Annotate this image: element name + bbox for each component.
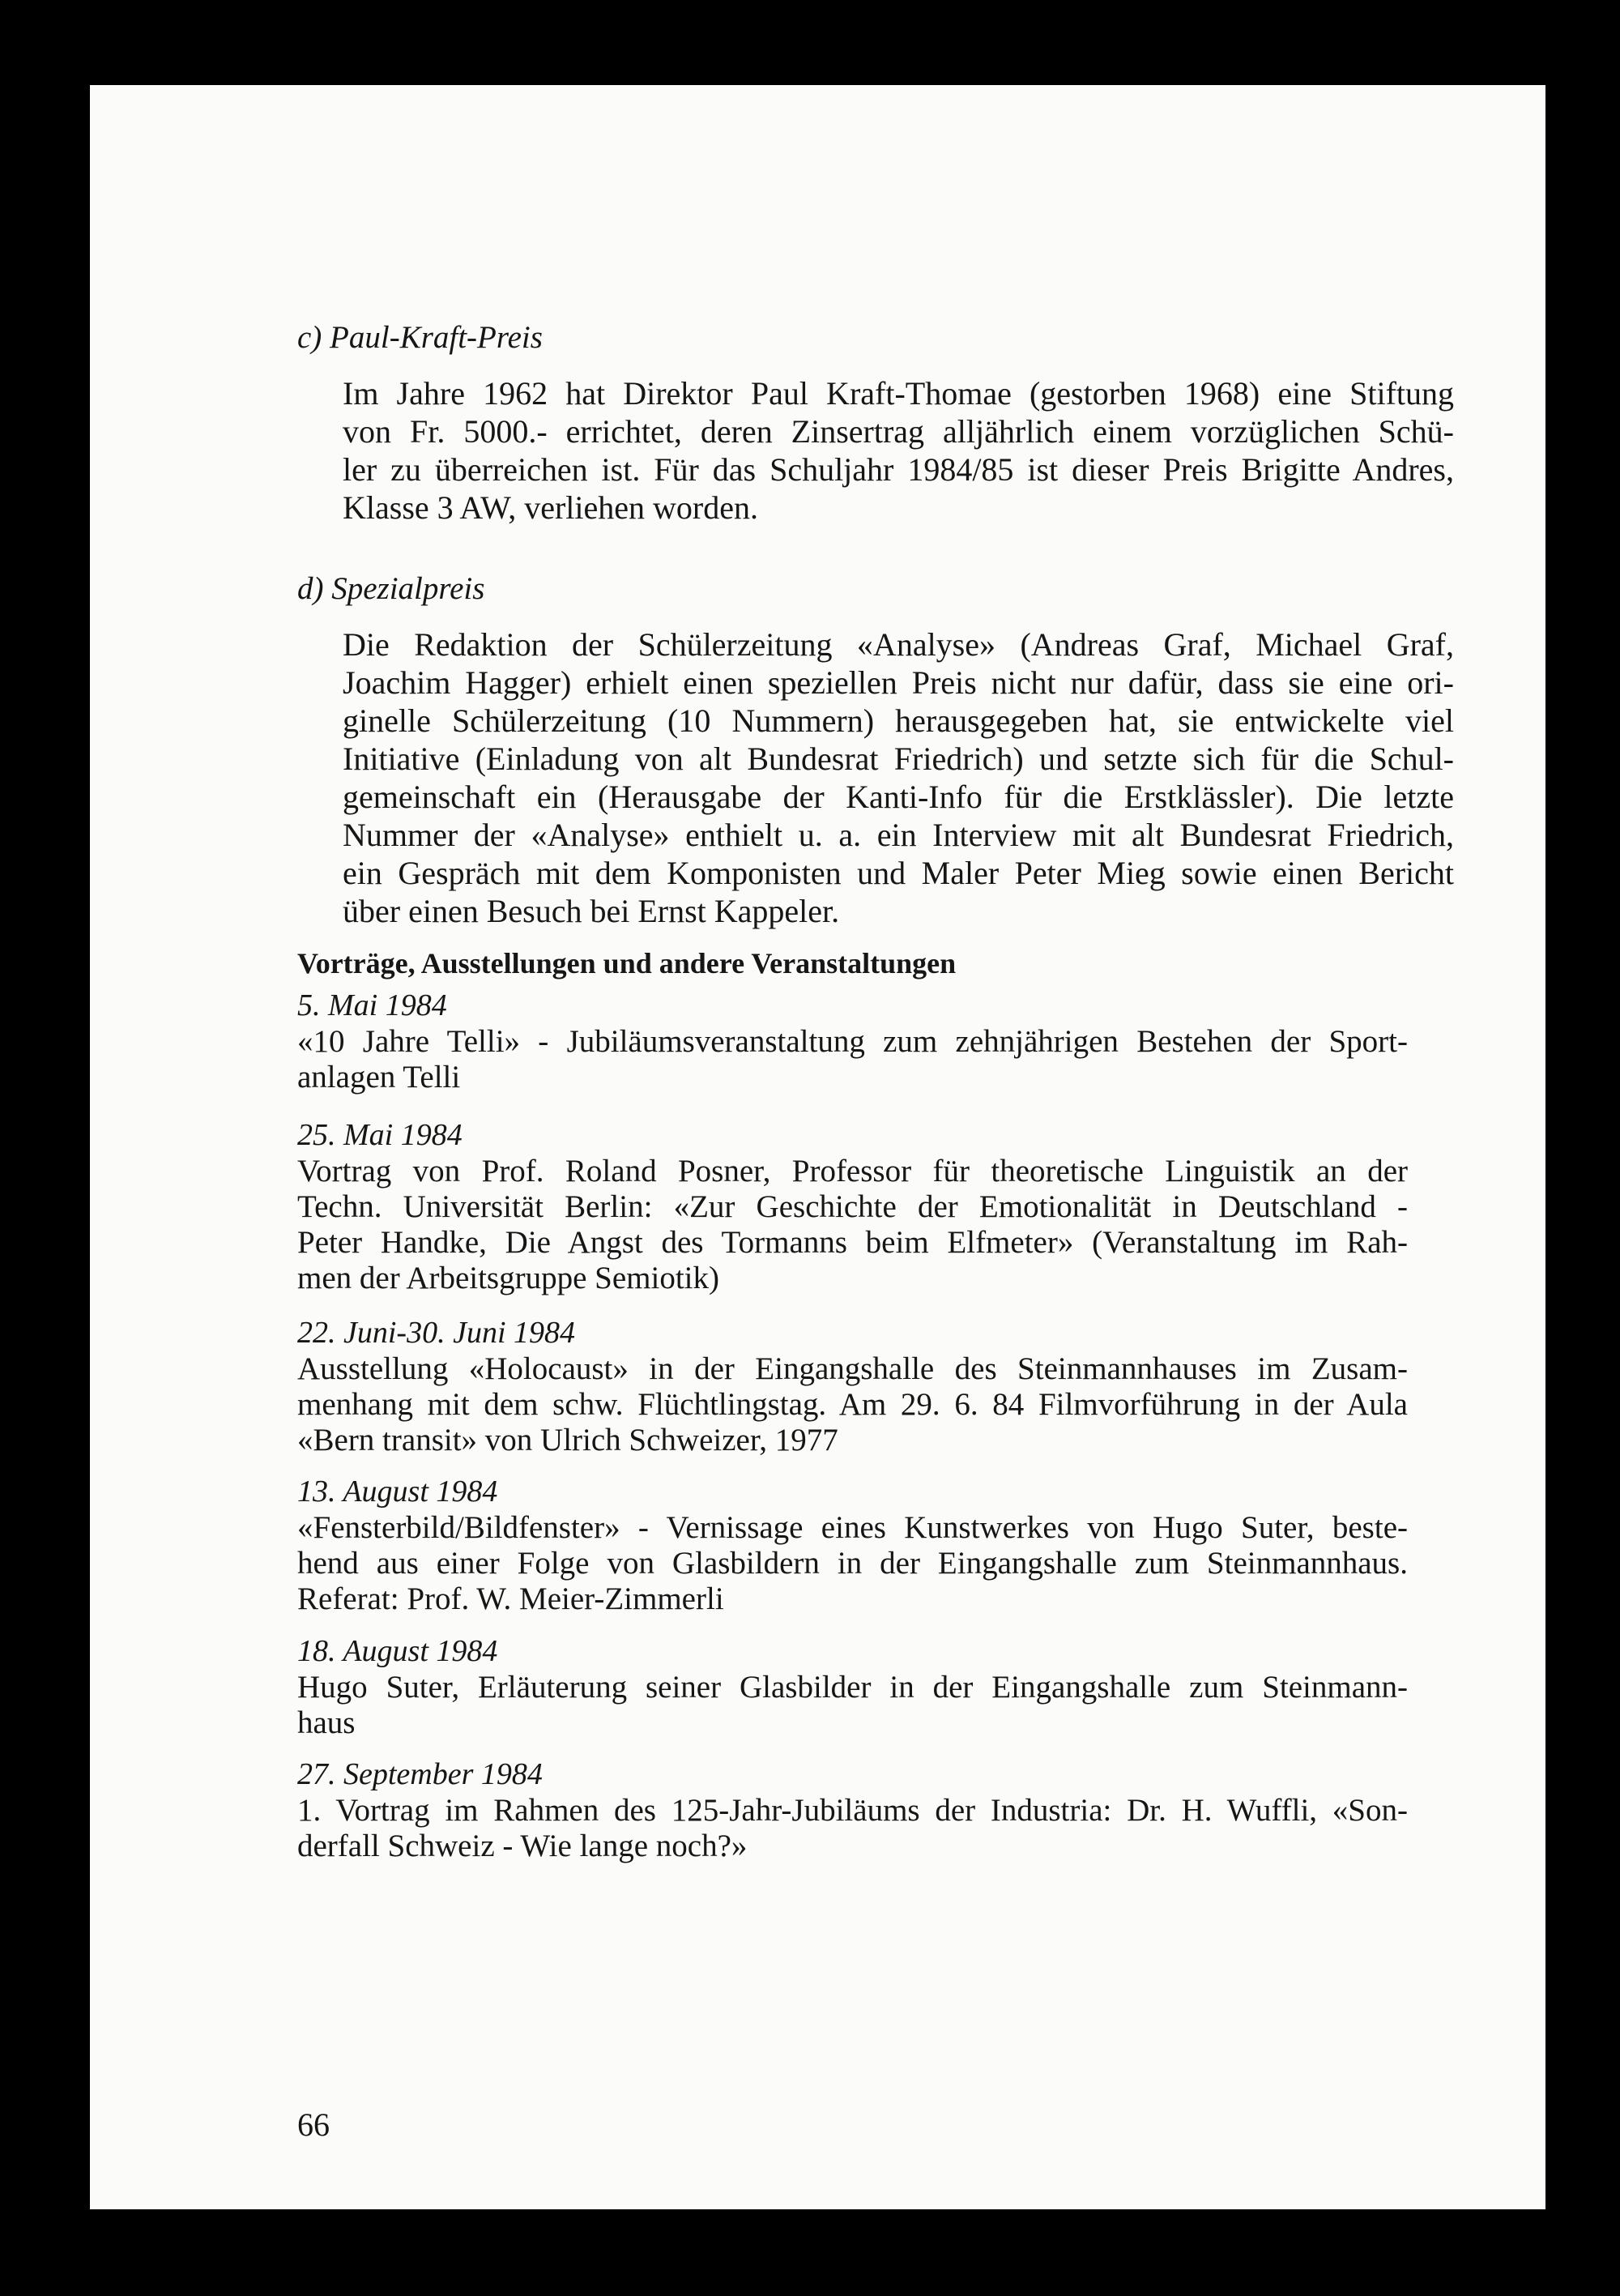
text-line: Vortrag von Prof. Roland Posner, Professor für theoretische Linguistik an der xyxy=(297,1154,1408,1189)
text-line: menhang mit dem schw. Flüchtlingstag. Am 29. 6. 84 Filmvorführung in der Aula xyxy=(297,1387,1408,1422)
text-line: «Bern transit» von Ulrich Schweizer, 1977 xyxy=(297,1423,838,1457)
text-line: anlagen Telli xyxy=(297,1060,461,1095)
event-description xyxy=(297,1024,1408,1095)
event-item xyxy=(297,1473,1408,1617)
text-line: «10 Jahre Telli» - Jubiläumsveranstaltung zum zehnjährigen Bestehen der Sport- xyxy=(297,1024,1408,1059)
event-item xyxy=(297,1314,1408,1458)
document-page xyxy=(90,85,1545,2209)
event-description xyxy=(297,1154,1408,1296)
text-line: Joachim Hagger) erhielt einen speziellen Preis nicht nur dafür, dass sie eine ori- xyxy=(343,664,1454,701)
text-line: Klasse 3 AW, verliehen worden. xyxy=(343,489,758,526)
event-date: 18. August 1984 xyxy=(297,1634,498,1668)
text-line: Im Jahre 1962 hat Direktor Paul Kraft-Thomae (gestorben 1968) eine Stiftung xyxy=(343,375,1454,412)
section-d-paragraph xyxy=(343,625,1454,930)
event-date: 25. Mai 1984 xyxy=(297,1118,463,1152)
text-line: Ausstellung «Holocaust» in der Eingangshalle des Steinmannhauses im Zusam- xyxy=(297,1351,1408,1386)
text-line: hend aus einer Folge von Glasbildern in der Eingangshalle zum Steinmannhaus. xyxy=(297,1546,1408,1581)
event-description xyxy=(297,1670,1408,1741)
text-line: von Fr. 5000.- errichtet, deren Zinsertrag alljährlich einem vorzüglichen Schü- xyxy=(343,413,1454,450)
text-line: Initiative (Einladung von alt Bundesrat Friedrich) und setzte sich für die Schul- xyxy=(343,740,1454,777)
section-c-label: c) Paul-Kraft-Preis xyxy=(297,320,543,355)
section-c-paragraph xyxy=(343,374,1454,527)
text-line: gemeinschaft ein (Herausgabe der Kanti-Info für die Erstklässler). Die letzte xyxy=(343,779,1454,815)
event-date: 22. Juni-30. Juni 1984 xyxy=(297,1316,576,1350)
text-line: Die Redaktion der Schülerzeitung «Analyse» (Andreas Graf, Michael Graf, xyxy=(343,626,1454,663)
text-line: ler zu überreichen ist. Für das Schuljahr 1984/85 ist dieser Preis Brigitte Andres, xyxy=(343,451,1454,488)
text-line: men der Arbeitsgruppe Semiotik) xyxy=(297,1261,719,1295)
text-line: über einen Besuch bei Ernst Kappeler. xyxy=(343,893,840,929)
event-item xyxy=(297,1756,1408,1864)
section-d-label: d) Spezialpreis xyxy=(297,571,485,606)
event-description xyxy=(297,1793,1408,1864)
text-line: Hugo Suter, Erläuterung seiner Glasbilder in der Eingangshalle zum Steinmann- xyxy=(297,1670,1408,1705)
text-line: 1. Vortrag im Rahmen des 125-Jahr-Jubiläums der Industria: Dr. H. Wuffli, «Son- xyxy=(297,1793,1408,1828)
events-heading: Vorträge, Ausstellungen und andere Veranstaltungen xyxy=(297,947,957,979)
text-line: derfall Schweiz - Wie lange noch?» xyxy=(297,1829,748,1863)
event-description xyxy=(297,1510,1408,1617)
text-line: Techn. Universität Berlin: «Zur Geschichte der Emotionalität in Deutschland - xyxy=(297,1189,1408,1224)
text-line: Referat: Prof. W. Meier-Zimmerli xyxy=(297,1581,724,1616)
event-description xyxy=(297,1351,1408,1458)
text-line: Nummer der «Analyse» enthielt u. a. ein Interview mit alt Bundesrat Friedrich, xyxy=(343,817,1454,853)
text-line: «Fensterbild/Bildfenster» - Vernissage eines Kunstwerkes von Hugo Suter, beste- xyxy=(297,1510,1408,1545)
event-date: 13. August 1984 xyxy=(297,1474,498,1509)
text-line: Peter Handke, Die Angst des Tormanns beim Elfmeter» (Veranstaltung im Rah- xyxy=(297,1225,1408,1260)
text-line: ein Gespräch mit dem Komponisten und Maler Peter Mieg sowie einen Bericht xyxy=(343,855,1454,891)
event-item xyxy=(297,1632,1408,1741)
event-item xyxy=(297,987,1408,1095)
event-item xyxy=(297,1116,1408,1296)
text-line: ginelle Schülerzeitung (10 Nummern) herausgegeben hat, sie entwickelte viel xyxy=(343,702,1454,739)
text-line: haus xyxy=(297,1705,356,1740)
event-date: 5. Mai 1984 xyxy=(297,988,447,1022)
event-date: 27. September 1984 xyxy=(297,1757,543,1791)
page-number: 66 xyxy=(297,2106,330,2143)
